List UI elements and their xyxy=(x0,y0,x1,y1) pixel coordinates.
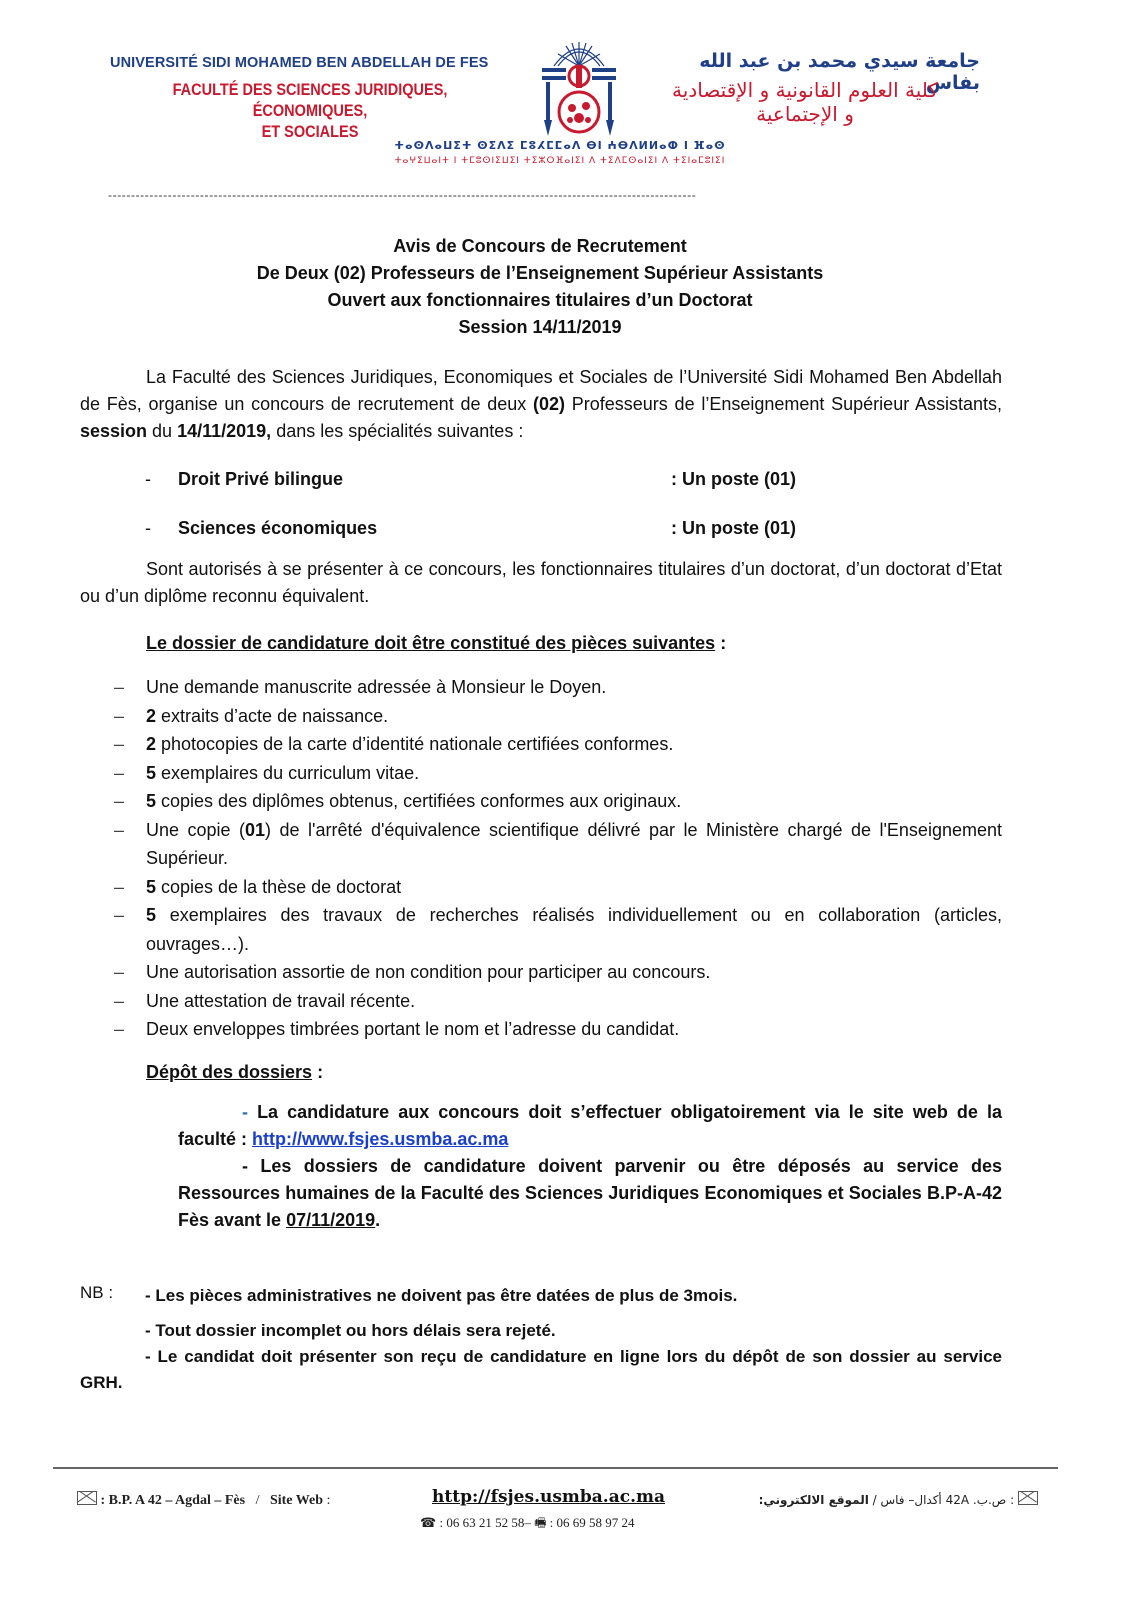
item-text: Une copie ( xyxy=(146,819,246,840)
specialty-row xyxy=(145,518,845,545)
footer-address-text: : B.P. A 42 – Agdal – Fès xyxy=(97,1493,246,1508)
faculty-name-ar xyxy=(650,78,960,126)
footer-contact xyxy=(420,1514,634,1536)
envelope-icon xyxy=(77,1491,97,1505)
item-count: 5 xyxy=(146,905,157,925)
intro-paragraph xyxy=(80,364,1002,445)
list-bullet: – xyxy=(114,791,125,811)
footer-colon: : xyxy=(322,1493,331,1508)
item-text: Une demande manuscrite adressée à Monsieur le Doyen. xyxy=(146,677,607,697)
list-item xyxy=(110,1015,1002,1044)
depot-physical-instruction xyxy=(178,1153,1002,1234)
item-count: 5 xyxy=(146,876,157,897)
envelope-icon xyxy=(1018,1491,1038,1505)
fax-icon: 🖷 xyxy=(534,1515,547,1530)
list-bullet: – xyxy=(114,734,125,754)
university-name-fr: UNIVERSITÉ SIDI MOHAMED BEN ABDELLAH DE FES xyxy=(110,55,489,71)
list-item xyxy=(110,759,1002,788)
intro-text: du xyxy=(147,421,178,441)
nb-note: - Tout dossier incomplet ou hors délais sera rejeté. xyxy=(145,1321,556,1340)
nb-note: - Le candidat doit présenter son reçu de candidature en ligne lors du dépôt de son dossier au service GRH. xyxy=(80,1347,1002,1392)
intro-text: La Faculté des Sciences Juridiques, Economiques et Sociales de l’Université Sidi Mohamed Ben Abdellah de Fès, organise un concours de recrutement de deux xyxy=(80,367,1002,414)
header-separator: -------------------------------------------------------------------------------------------------------------------------------- xyxy=(108,188,697,202)
title-line-4: Session 14/11/2019 xyxy=(458,317,622,337)
intro-session-label: session xyxy=(80,421,148,441)
faculty-name-fr-line2: ET SOCIALES xyxy=(261,123,359,141)
footer-site-label-ar: الموقع الالكتروني: xyxy=(758,1493,869,1507)
list-bullet: – xyxy=(114,705,125,726)
list-dash: - xyxy=(242,1102,248,1122)
depot-heading xyxy=(146,1062,323,1083)
list-bullet: – xyxy=(114,677,125,697)
item-text: exemplaires des travaux de recherches réalisés individuellement ou en collaboration (articles, ouvrages…). xyxy=(146,905,1002,954)
footer-phone-number: : 06 63 21 52 58– xyxy=(436,1515,535,1530)
university-name-ar: جامعة سيدي محمد بن عبد الله بفاس xyxy=(699,50,980,94)
list-item xyxy=(110,702,1002,731)
item-text: copies des diplômes obtenus, certifiées conformes aux originaux. xyxy=(156,791,682,811)
university-name-tifinagh: ⵜⴰⵙⴷⴰⵡⵉⵜ ⵙⵉⴷⵉ ⵎⵓⵃⵎⵎⴰⴷ ⴱⵏ ⵄⴱⴷⵍⵍⴰⵀ ⵏ ⴼⴰⵙ xyxy=(394,139,726,152)
specialty-name: Droit Privé bilingue xyxy=(178,469,344,489)
footer-separator: / xyxy=(245,1493,270,1508)
footer-fax-number: : 06 69 58 97 24 xyxy=(546,1515,635,1530)
depot-text: Les dossiers de candidature doivent parvenir ou être déposés au service des Ressources humaines de la Faculté des Sciences Juridiques Economiques et Sociales B.P-A-42 Fès avant le xyxy=(178,1156,1002,1230)
intro-text: dans les spécialités suivantes : xyxy=(271,421,524,441)
footer-divider xyxy=(53,1467,1058,1469)
list-bullet: – xyxy=(114,876,125,897)
item-text: Une attestation de travail récente. xyxy=(146,990,416,1011)
list-bullet: – xyxy=(114,1019,125,1039)
item-count: 01 xyxy=(245,819,266,840)
dossier-heading xyxy=(146,633,726,654)
depot-text: La candidature aux concours doit s’effectuer obligatoirement via le site web de la faculté : xyxy=(178,1102,1002,1149)
list-bullet: – xyxy=(114,962,125,982)
notice-title xyxy=(200,233,880,341)
list-item xyxy=(110,901,1002,958)
item-count: 2 xyxy=(146,734,157,754)
specialty-posts: : Un poste (01) xyxy=(671,518,797,538)
faculty-name-fr-line1: FACULTÉ DES SCIENCES JURIDIQUES, ÉCONOMIQUES, xyxy=(172,81,448,120)
eligibility-paragraph: Sont autorisés à se présenter à ce concours, les fonctionnaires titulaires d’un doctorat, d’un doctorat d’Etat ou d’un diplôme reconnu équivalent. xyxy=(80,559,1002,606)
depot-heading-colon: : xyxy=(312,1062,324,1082)
list-item xyxy=(110,816,1002,873)
list-item xyxy=(110,987,1002,1016)
specialty-row xyxy=(145,469,845,496)
footer-address-ar: : ص.ب. 42A أكدال– فاس / الموقع الالكتروني: xyxy=(760,1491,1038,1507)
footer-address-fr xyxy=(77,1491,330,1509)
specialty-posts: : Un poste (01) xyxy=(671,469,797,489)
faculty-name-ar-line1: كلية العلوم القانونية و الإقتصادية xyxy=(672,78,938,102)
item-count: 5 xyxy=(146,762,157,783)
item-text: exemplaires du curriculum vitae. xyxy=(156,762,420,783)
faculty-name-ar-line2: و الإجتماعية xyxy=(756,102,854,126)
list-item xyxy=(110,958,1002,987)
list-bullet: – xyxy=(114,905,125,925)
list-dash: - xyxy=(145,518,151,538)
list-dash: - xyxy=(145,469,151,489)
list-dash: - xyxy=(242,1156,248,1176)
intro-count: (02) xyxy=(533,394,566,414)
footer-site-label: Site Web xyxy=(269,1493,323,1508)
depot-online-instruction xyxy=(178,1099,1002,1153)
nb-label: NB : xyxy=(80,1283,114,1302)
item-text: photocopies de la carte d’identité nationale certifiées conformes. xyxy=(156,734,674,754)
depot-heading-text: Dépôt des dossiers xyxy=(146,1062,313,1082)
intro-text: Professeurs de l’Enseignement Supérieur Assistants, xyxy=(565,394,1002,414)
depot-text: . xyxy=(375,1210,381,1230)
list-item xyxy=(110,730,1002,759)
list-bullet: – xyxy=(114,819,125,840)
intro-session-date: 14/11/2019, xyxy=(177,421,272,441)
item-count: 2 xyxy=(146,705,157,726)
dossier-heading-text: Le dossier de candidature doit être constitué des pièces suivantes xyxy=(146,633,716,653)
university-emblem-logo xyxy=(536,36,622,146)
deadline-date: 07/11/2019 xyxy=(286,1210,376,1230)
faculty-website-link[interactable]: http://www.fsjes.usmba.ac.ma xyxy=(252,1129,509,1149)
title-line-1: Avis de Concours de Recrutement xyxy=(393,236,687,256)
footer-website-link[interactable]: http://fsjes.usmba.ac.ma xyxy=(432,1487,666,1507)
faculty-name-tifinagh: ⵜⴰⵖⵉⵡⴰⵏⵜ ⵏ ⵜⵎⵓⵙⵏⵉⵡⵉⵏ ⵜⵉⵣⵔⴼⴰⵏⵉⵏ ⴷ ⵜⵉⴷⵎⵙⴰⵏⵉⵏ ⴷ ⵜⵉⵏⴰⵎⵓⵏⵉⵏ xyxy=(394,156,726,166)
faculty-name-fr xyxy=(125,80,495,143)
telephone-icon: ☎ xyxy=(420,1515,437,1530)
item-text: extraits d’acte de naissance. xyxy=(156,705,389,726)
item-text: Une autorisation assortie de non condition pour participer au concours. xyxy=(146,962,711,982)
list-item xyxy=(110,787,1002,816)
nb-note: - Les pièces administratives ne doivent pas être datées de plus de 3mois. xyxy=(145,1286,738,1305)
item-text: ) de l'arrêté d'équivalence scientifique délivré par le Ministère chargé de l'Enseignement Supérieur. xyxy=(146,819,1002,868)
item-count: 5 xyxy=(146,791,157,811)
dossier-items-list xyxy=(110,673,1002,1044)
title-line-3: Ouvert aux fonctionnaires titulaires d’un Doctorat xyxy=(327,290,753,310)
footer-address-ar-text: : ص.ب. 42A أكدال– فاس xyxy=(880,1493,1015,1507)
item-text: Deux enveloppes timbrées portant le nom et l’adresse du candidat. xyxy=(146,1019,680,1039)
specialty-name: Sciences économiques xyxy=(178,518,378,538)
dossier-heading-colon: : xyxy=(715,633,727,653)
list-bullet: – xyxy=(114,990,125,1011)
title-line-2: De Deux (02) Professeurs de l’Enseignement Supérieur Assistants xyxy=(256,263,824,283)
list-item xyxy=(110,673,1002,702)
list-bullet: – xyxy=(114,762,125,783)
list-item xyxy=(110,873,1002,902)
emblem-icon xyxy=(536,36,622,146)
item-text: copies de la thèse de doctorat xyxy=(156,876,402,897)
